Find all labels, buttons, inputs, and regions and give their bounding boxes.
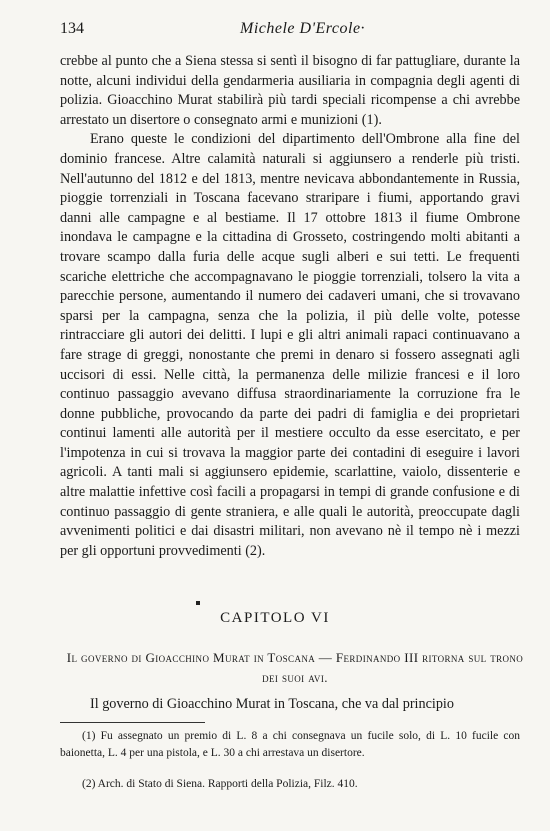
chapter-subtitle: Il governo di Gioacchino Murat in Toscana — Ferdinando III ritorna sul trono dei suoi avi. [66,650,524,685]
chapter-opening-line: Il governo di Gioacchino Murat in Toscana, che va dal principio [90,696,454,712]
paragraph: Erano queste le condizioni del dipartimento dell'Ombrone alla fine del dominio francese. Altre calamità naturali si aggiunsero a renderle più tristi. Nell'autunno del 1812 e del 1813, mentre nevicava abbondantemente in Russia, pioggie torrenziali in Toscana facevano straripare i fiumi, apportando gravi danni alle campagne e al bestiame. Il 17 ottobre 1813 il fiume Ombrone inondava le campagne e la cittadina di Grosseto, costringendo molti abitanti a trovare scampo dalla furia delle acque sugli alberi e sui tetti. Le frequenti scariche elettriche che accompagnavano le pioggie torrenziali, tolsero la vita a parecchie persone, aumentando il numero dei cadaveri umani, che si trovavano sparsi per la campagna, senza che la polizia, il più delle volte, potesse rintracciare gli autori dei delitti. I lupi e gli altri animali rapaci continuavano a fare strage di greggi, nonostante che premi in denaro si fossero assegnati agli uccisori di essi. Nelle città, la permanenza delle milizie francesi e il loro continuo passaggio avevano diffusa straordinariamente la corruzione fra le donne pubbliche, provocando da parte dei padri di famiglia e dei proprietari continui lamenti alle autorità per il mestiere occulto da esse esercitato, e per l'impotenza in cui si trovava la maggior parte dei contadini di eseguire i lavori agricoli. A tanti mali si aggiunsero epidemie, scarlattine, vaiolo, dissenterie e altre malattie infettive così facili a propagarsi in tempi di grande confusione e di continuo passaggio di gente straniera, e alle quali le autorità, preoccupate dagli avvenimenti politici e dai disastri militari, non avevano nè il tempo nè i mezzi per gli opportuni provvedimenti (2). [60,131,520,559]
footnote: (2) Arch. di Stato di Siena. Rapporti della Polizia, Filz. 410. [82,778,358,790]
footnote: (1) Fu assegnato un premio di L. 8 a chi consegnava un fucile solo, di L. 10 fucile con baionetta, L. 4 per una pistola, e L. 30 a chi arrestava un disertore. [60,730,520,759]
body-text [60,52,520,561]
running-title: Michele D'Ercole· [240,20,366,37]
paragraph: crebbe al punto che a Siena stessa si sentì il bisogno di far pattugliare, durante la notte, alcuni individui della gendarmeria ausiliaria in compagnia degli agenti di polizia. Gioacchino Murat stabilirà più tardi speciali ricompense a chi avrebbe arrestato un disertore o consegnato armi e munizioni (1). [60,53,520,128]
footnote-rule [60,722,205,723]
page-number: 134 [60,20,84,37]
chapter-heading: CAPITOLO VI [220,610,330,626]
ink-dot [196,601,200,605]
